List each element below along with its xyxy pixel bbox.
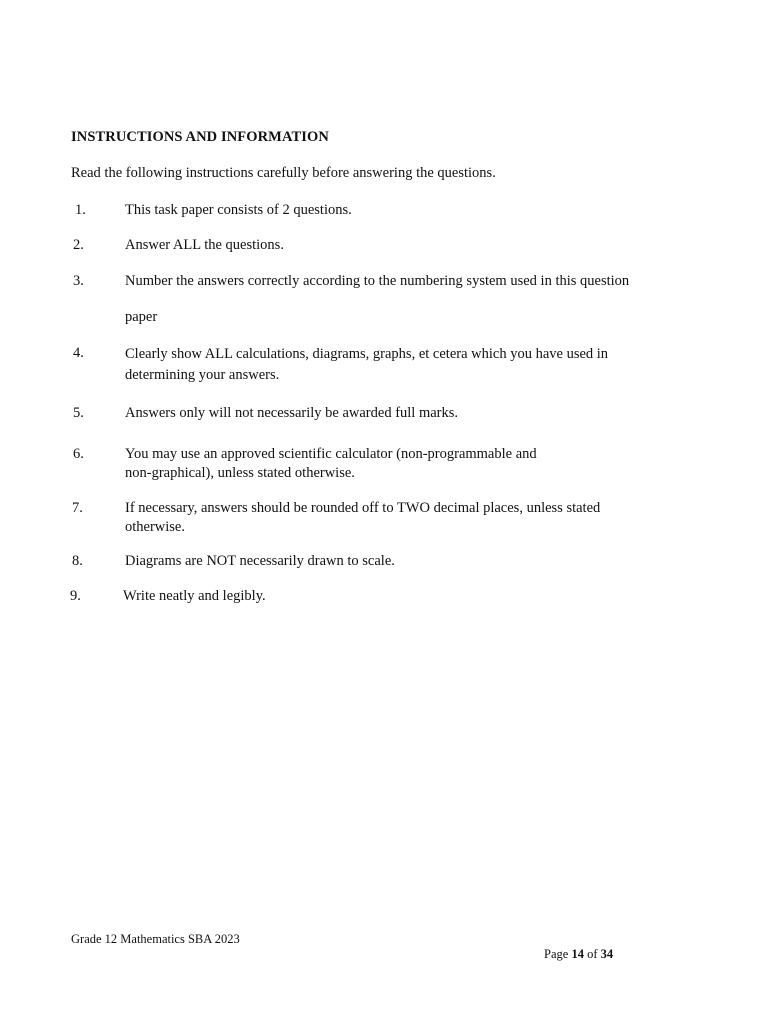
item-number: 2.	[73, 237, 84, 253]
item-text: Write neatly and legibly.	[123, 588, 266, 604]
item-number: 3.	[73, 273, 84, 289]
item-text: If necessary, answers should be rounded off to TWO decimal places, unless stated otherwise.	[125, 500, 601, 535]
item-number: 8.	[72, 553, 83, 569]
item-text: Number the answers correctly according to the numbering system used in this question paper	[125, 273, 630, 325]
instructions-intro: Read the following instructions carefully before answering the questions.	[71, 165, 496, 181]
item-text: You may use an approved scientific calculator (non-programmable and non-graphical), unless stated otherwise.	[125, 446, 537, 481]
page-label: Page	[544, 947, 569, 961]
page-of: of	[587, 947, 598, 961]
item-number: 7.	[72, 500, 83, 516]
item-number: 6.	[73, 446, 84, 462]
item-text: Answers only will not necessarily be awarded full marks.	[125, 405, 459, 421]
page-number	[544, 947, 613, 962]
page-current: 14	[571, 947, 584, 961]
item-text: Answer ALL the questions.	[125, 237, 284, 253]
page-total: 34	[600, 947, 614, 961]
instructions-heading: INSTRUCTIONS AND INFORMATION	[71, 129, 329, 145]
item-number: 4.	[73, 345, 84, 361]
item-number: 1.	[75, 202, 86, 218]
item-text: Clearly show ALL calculations, diagrams, graphs, et cetera which you have used in determining your answers.	[125, 346, 609, 383]
item-number: 5.	[73, 405, 84, 421]
item-number: 9.	[70, 588, 81, 604]
item-text: Diagrams are NOT necessarily drawn to scale.	[125, 553, 395, 569]
footer-subject: Grade 12 Mathematics SBA 2023	[71, 932, 240, 946]
item-text: This task paper consists of 2 questions.	[125, 202, 352, 218]
